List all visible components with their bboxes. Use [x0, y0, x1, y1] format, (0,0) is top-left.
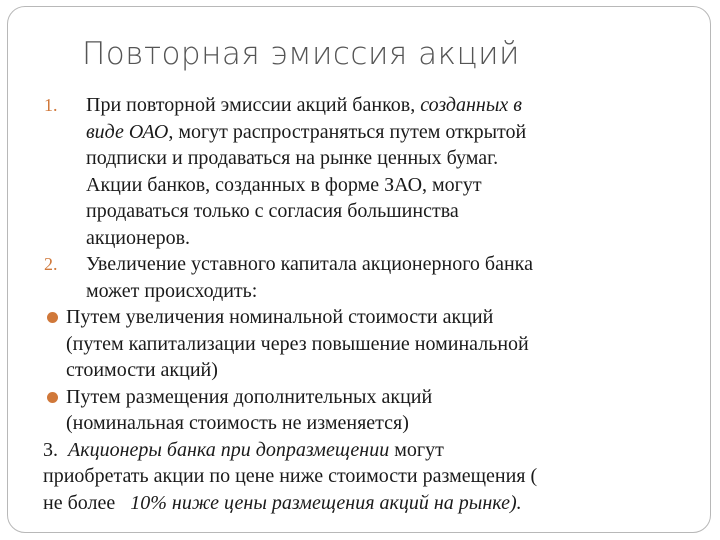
- bullet-item-text: [66, 304, 720, 384]
- list-number: 1.: [44, 95, 58, 115]
- text-span: не более: [43, 491, 131, 514]
- slide-title: Повторная эмиссия акций: [82, 36, 520, 72]
- text-span: , могут распространяться путем открытой: [168, 120, 527, 143]
- text-span: При повторной эмиссии акций банков,: [86, 94, 421, 116]
- slide-body: [0, 92, 720, 516]
- text-line: Путем увеличения номинальной стоимости акций: [66, 306, 494, 328]
- text-line: Путем размещения дополнительных акций: [66, 385, 433, 408]
- bullet-item-text: [66, 384, 720, 437]
- text-span: могут: [394, 438, 444, 461]
- italic-span: Акционеры банка при допразмещении: [68, 438, 395, 461]
- text-line: Увеличение уставного капитала акционерного банка: [86, 253, 533, 275]
- bullet-item-2: [0, 384, 720, 437]
- list-item-text: [86, 251, 676, 304]
- list-item-text: [86, 92, 676, 251]
- bullet-icon: [47, 312, 58, 323]
- text-line: (номинальная стоимость не изменяется): [66, 412, 409, 434]
- list-item-3: [43, 437, 720, 517]
- text-line: [43, 490, 720, 517]
- list-number: 3.: [43, 438, 58, 461]
- text-line: [86, 92, 676, 119]
- text-line: [86, 119, 676, 146]
- list-item-1: [0, 92, 720, 251]
- italic-span: 10% ниже цены размещения акций на рынке).: [130, 491, 522, 514]
- list-number: 2.: [44, 254, 58, 274]
- text-line: подписки и продаваться на рынке ценных бумаг.: [86, 147, 499, 169]
- text-line: приобретать акции по цене ниже стоимости размещения (: [43, 465, 538, 487]
- italic-span: виде ОАО: [86, 120, 169, 143]
- text-line: стоимости акций): [66, 359, 218, 381]
- text-line: продаваться только с согласия большинства: [86, 200, 459, 222]
- bullet-icon: [47, 392, 58, 403]
- text-line: может происходить:: [86, 279, 258, 302]
- text-line: (путем капитализации через повышение номинальной: [66, 332, 529, 355]
- text-line: акционеров.: [86, 226, 191, 249]
- text-line: [43, 437, 720, 464]
- italic-span: созданных в: [420, 94, 522, 116]
- list-item-2: [0, 251, 720, 304]
- bullet-item-1: [0, 304, 720, 384]
- text-line: Акции банков, созданных в форме ЗАО, могут: [86, 173, 482, 196]
